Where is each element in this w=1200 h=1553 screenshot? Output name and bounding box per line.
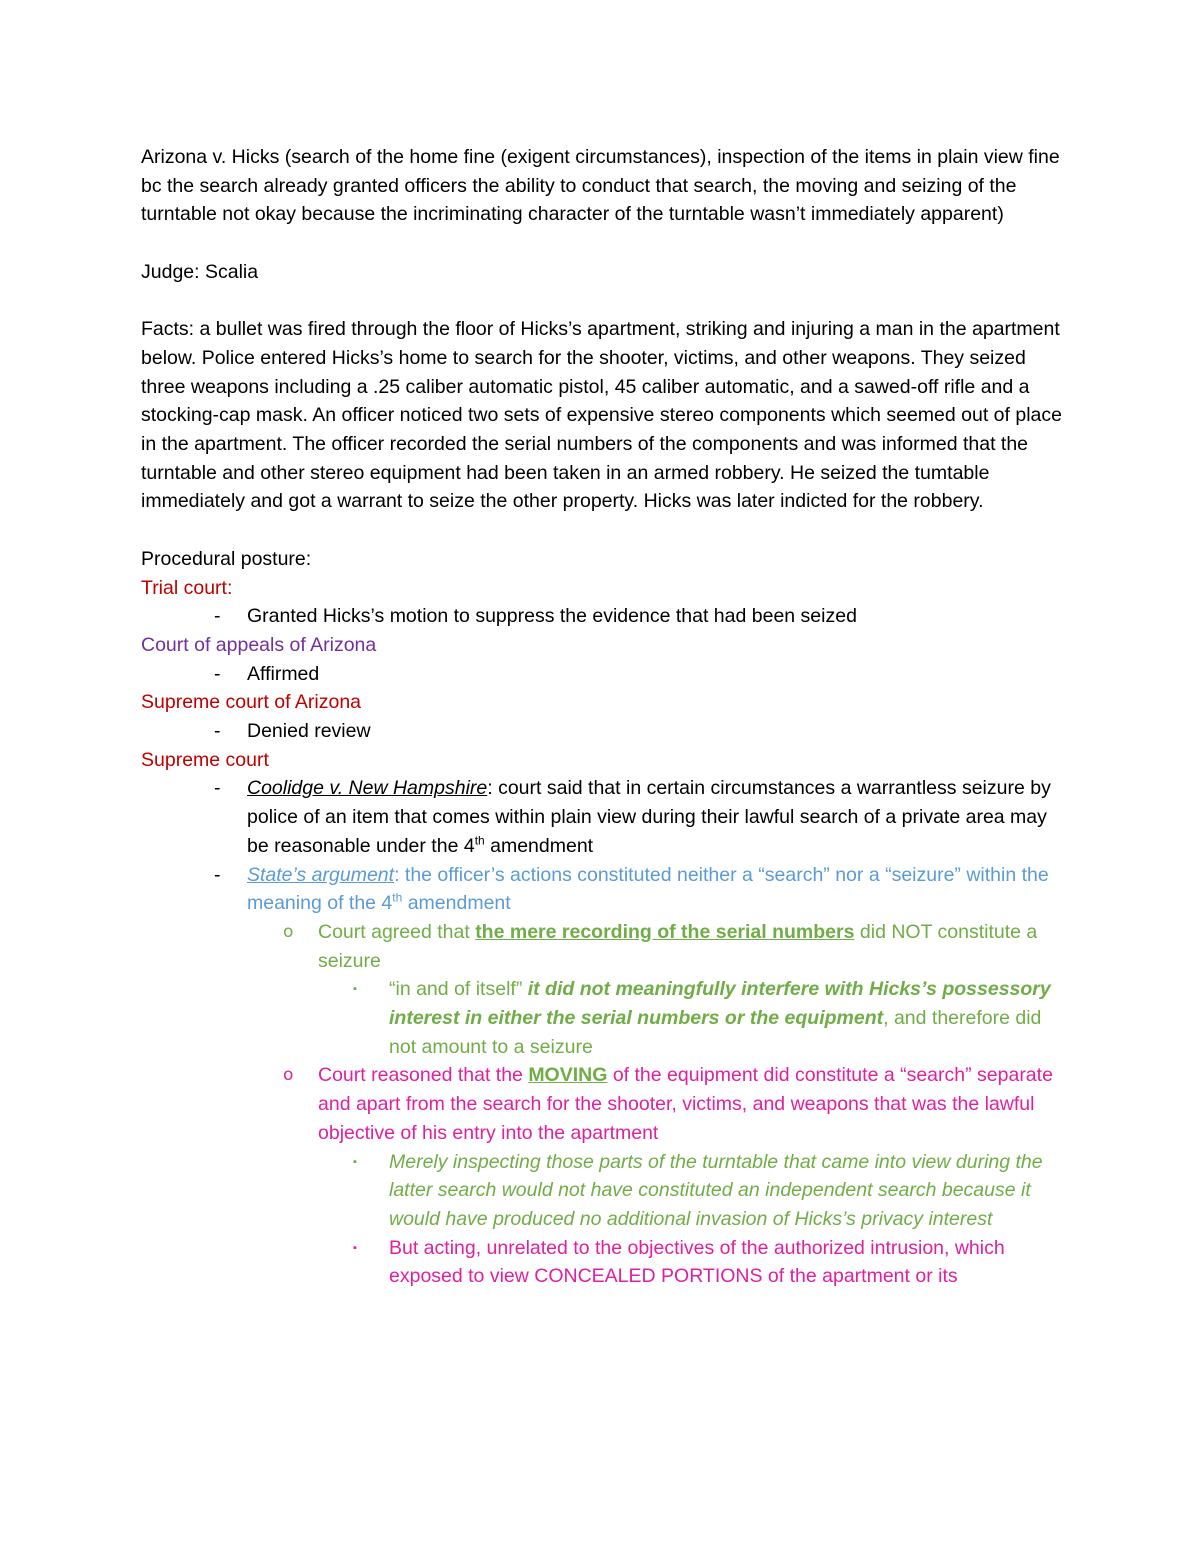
trial-court-heading: Trial court: <box>141 576 233 599</box>
az-supreme-court-heading: Supreme court of Arizona <box>141 691 362 714</box>
trial-court-outcome: Granted Hicks’s motion to suppress the evidence that had been seized <box>247 605 857 628</box>
itself-item <box>141 975 1071 1061</box>
case-summary: Arizona v. Hicks (search of the home fine (exigent circumstances), inspection of the items in plain view fine bc the search already granted officers the ability to conduct that search, the moving and seizing of the turntable not okay because the incriminating character of the turntable wasn’t immediately apparent) <box>141 146 1060 226</box>
acting-text: But acting, unrelated to the objectives of the authorized intrusion, which exposed to view CONCEALED PORTIONS of the apartment or its <box>389 1236 1005 1288</box>
coolidge-text: : court said that in certain circumstances a warrantless seizure by police of an item that comes within plain view during their lawful search of a private area may be reasonable under the 4 <box>247 777 1051 857</box>
state-argument-text-end: amendment <box>402 892 511 915</box>
judge-line: Judge: Scalia <box>141 260 259 283</box>
list-item <box>141 660 1071 689</box>
ordinal-suffix: th <box>392 890 403 905</box>
blank-line <box>141 229 1071 258</box>
inspecting-item <box>141 1148 1071 1234</box>
court-agreed-text-end: did NOT constitute a seizure <box>318 920 1038 972</box>
acting-item <box>141 1234 1071 1291</box>
emphasis-word: MOVING <box>528 1064 608 1087</box>
square-bullet: ▪ <box>353 1155 357 1168</box>
procedural-posture-label: Procedural posture: <box>141 547 312 570</box>
dash-bullet: - <box>214 777 221 800</box>
blank-line <box>141 516 1071 545</box>
inspecting-text: Merely inspecting those parts of the turntable that came into view during the latter search would not have constituted an independent search because it would have produced no additional invasion of Hicks’s privacy interest <box>389 1150 1043 1230</box>
court-reasoned-item <box>141 1061 1071 1147</box>
az-supreme-court-outcome: Denied review <box>247 720 371 743</box>
appeals-court-outcome: Affirmed <box>247 662 320 685</box>
dash-bullet: - <box>214 720 221 743</box>
dash-bullet: - <box>214 662 221 685</box>
coolidge-item <box>141 774 1071 860</box>
document-body <box>141 143 1071 1291</box>
court-agreed-text: Court agreed that <box>318 920 476 943</box>
supreme-court-heading: Supreme court <box>141 748 269 771</box>
court-agreed-item <box>141 918 1071 975</box>
list-item <box>141 717 1071 746</box>
blank-line <box>141 287 1071 316</box>
facts-paragraph: Facts: a bullet was fired through the floor of Hicks’s apartment, striking and injuring a man in the apartment below. Police entered Hicks’s home to search for the shooter, victims, and other weapons. They seized three weapons including a .25 caliber automatic pistol, 45 caliber automatic, and a sawed-off rifle and a stocking-cap mask. An officer noticed two sets of expensive stereo components which seemed out of place in the apartment. The officer recorded the serial numbers of the components and was informed that the turntable and other stereo equipment had been taken in an armed robbery. He seized the tumtable immediately and got a warrant to seize the other property. Hicks was later indicted for the robbery. <box>141 318 1062 513</box>
case-citation: Coolidge v. New Hampshire <box>247 777 488 800</box>
state-argument-item <box>141 861 1071 918</box>
court-reasoned-text: Court reasoned that the <box>318 1064 529 1087</box>
state-argument-text: : the officer’s actions constituted neither a “search” nor a “seizure” within the meaning of the 4 <box>247 863 1049 915</box>
emphasis-phrase: the mere recording of the serial numbers <box>475 920 855 943</box>
holding-text-end: , and therefore did not amount to a seizure <box>389 1007 1042 1058</box>
court-reasoned-text-end: of the equipment did constitute a “search” separate and apart from the search for the shooter, victims, and weapons that was the lawful objective of his entry into the apartment <box>318 1064 1053 1144</box>
coolidge-text-end: amendment <box>484 834 594 857</box>
state-argument-label: State’s argument <box>247 863 395 886</box>
ordinal-suffix: th <box>474 833 485 848</box>
square-bullet: ▪ <box>353 1241 357 1254</box>
list-item <box>141 602 1071 631</box>
square-bullet: ▪ <box>353 983 357 996</box>
circle-bullet: o <box>283 921 294 942</box>
dash-bullet: - <box>214 605 221 628</box>
appeals-court-heading: Court of appeals of Arizona <box>141 633 377 656</box>
holding-phrase: it did not meaningfully interfere with Hicks’s possessory interest in either the serial numbers or the equipment <box>389 978 1051 1030</box>
circle-bullet: o <box>283 1065 294 1086</box>
quote-phrase: “in and of itself” <box>389 978 523 1001</box>
dash-bullet: - <box>214 863 221 886</box>
